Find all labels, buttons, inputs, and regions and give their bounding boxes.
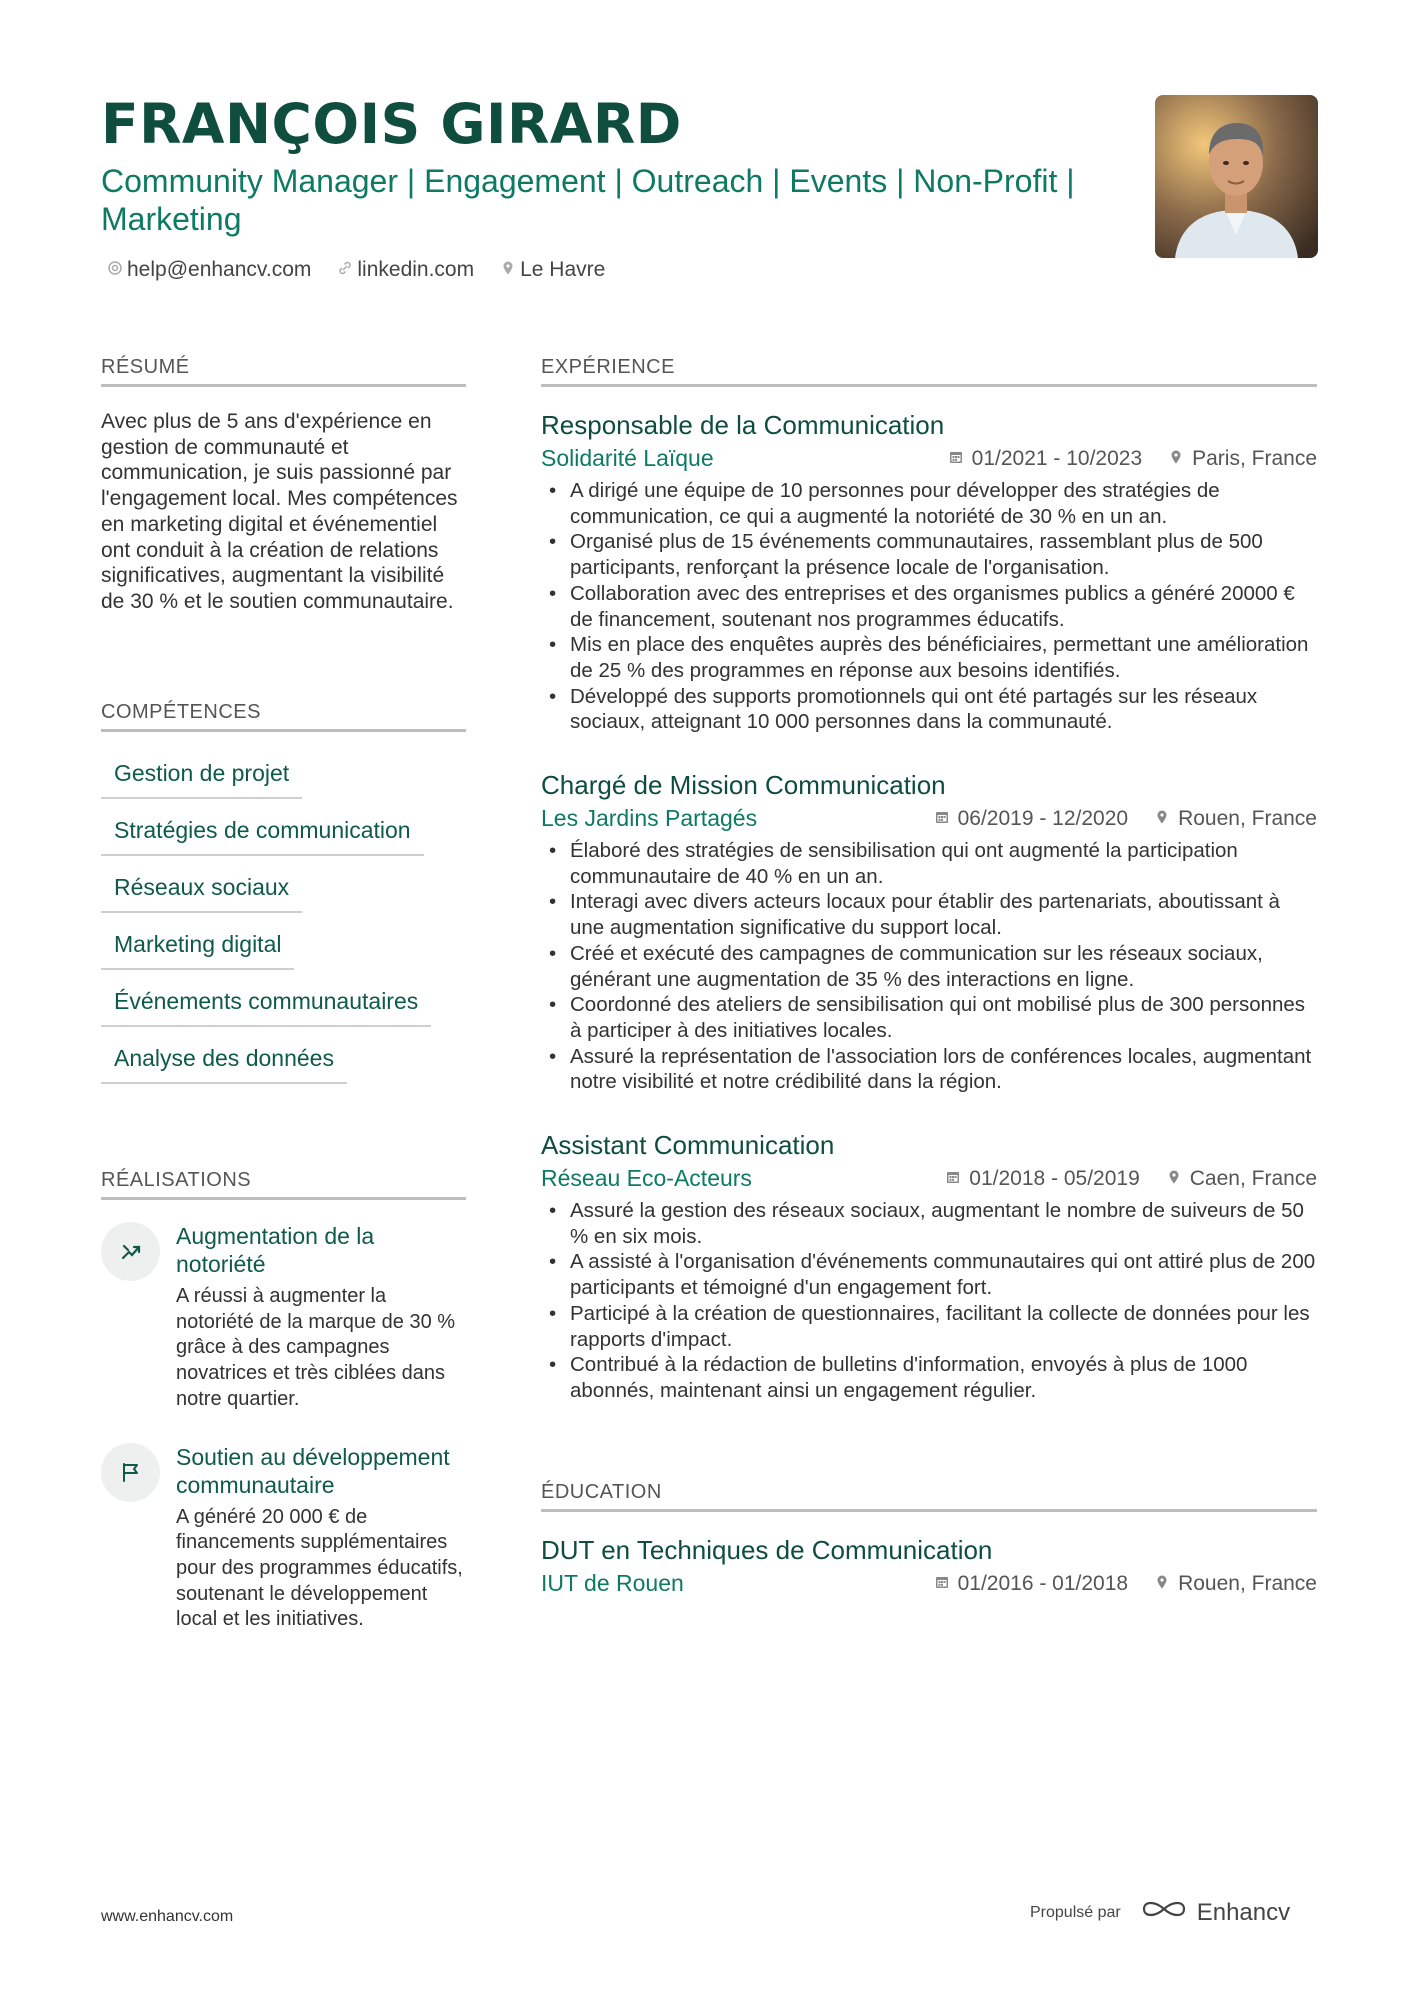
- achievement-item: [101, 1443, 466, 1634]
- calendar-icon: [934, 807, 950, 831]
- bullet-item: • Coordonné des ateliers de sensibilisation qui ont mobilisé plus de 300 personnes à participer à des initiatives locales.: [541, 992, 1317, 1043]
- enhancv-logo-icon: [1141, 1898, 1187, 1927]
- job-location: Caen, France: [1189, 1166, 1317, 1190]
- education-dates: 01/2016 - 01/2018: [957, 1571, 1129, 1595]
- footer-branding: [1030, 1898, 1290, 1927]
- location-pin-icon: [1154, 807, 1170, 831]
- linkedin-text: linkedin.com: [357, 258, 475, 281]
- bullet-item: • Mis en place des enquêtes auprès des bénéficiaires, permettant une amélioration de 25 % des programmes en réponse aux besoins identifiés.: [541, 632, 1317, 683]
- contact-linkedin[interactable]: [337, 258, 474, 282]
- job-entry: [541, 409, 1317, 735]
- location-pin-icon: [1168, 447, 1184, 471]
- education-entry: [541, 1534, 1317, 1597]
- footer-website[interactable]: www.enhancv.com: [101, 1908, 234, 1925]
- bullet-item: • Participé à la création de questionnaires, facilitant la collecte de données pour les rapports d'impact.: [541, 1301, 1317, 1352]
- achievement-title: Augmentation de la notoriété: [176, 1223, 375, 1277]
- bullet-item: • A assisté à l'organisation d'événements communautaires qui ont attiré plus de 200 participants et témoigné d'un engagement fort.: [541, 1249, 1317, 1300]
- header: [101, 92, 1111, 238]
- contact-bar: [107, 258, 605, 282]
- job-title: Assistant Communication: [541, 1130, 835, 1161]
- bullet-item: • Contribué à la rédaction de bulletins d'information, envoyés à plus de 1000 abonnés, maintenant ainsi un engagement régulier.: [541, 1352, 1317, 1403]
- summary-title: RÉSUMÉ: [101, 356, 466, 387]
- contact-location: [500, 258, 605, 282]
- school-name: IUT de Rouen: [541, 1570, 684, 1596]
- calendar-icon: [948, 447, 964, 471]
- flag-icon: [101, 1443, 160, 1502]
- headline: Community Manager | Engagement | Outreach | Events | Non-Profit | Marketing: [101, 163, 1075, 237]
- email-text: help@enhancv.com: [127, 258, 312, 281]
- job-title: Responsable de la Communication: [541, 410, 945, 440]
- achievements-section: [101, 1169, 466, 1633]
- education-location: Rouen, France: [1178, 1571, 1317, 1595]
- education-title: ÉDUCATION: [541, 1481, 1317, 1512]
- summary-text: Avec plus de 5 ans d'expérience en gestion de communauté et communication, je suis passionné par l'engagement local. Mes compétences en marketing digital et événementiel ont conduit à la création de relations significatives, augmentant la visibilité de 30 % et le soutien communautaire.: [101, 410, 458, 613]
- education-section: [541, 1481, 1317, 1597]
- skill-tag: Réseaux sociaux: [101, 866, 302, 913]
- skills-list: [101, 752, 466, 1094]
- job-bullets: [541, 478, 1317, 735]
- skill-tag: Événements communautaires: [101, 980, 431, 1027]
- at-icon: [107, 258, 123, 282]
- location-pin-icon: [1166, 1167, 1182, 1191]
- skill-tag: Analyse des données: [101, 1037, 347, 1084]
- bullet-item: • Interagi avec divers acteurs locaux pour établir des partenariats, aboutissant à une augmentation significative du support local.: [541, 889, 1317, 940]
- skill-tag: Marketing digital: [101, 923, 294, 970]
- bullet-item: • Assuré la représentation de l'association lors de conférences locales, augmentant notre visibilité et notre crédibilité dans la région.: [541, 1044, 1317, 1095]
- job-title: Chargé de Mission Communication: [541, 770, 946, 801]
- job-bullets: [541, 838, 1317, 1095]
- calendar-icon: [945, 1167, 961, 1191]
- bullet-item: • Collaboration avec des entreprises et des organismes publics a généré 20000 € de financement, soutenant nos programmes éducatifs.: [541, 581, 1317, 632]
- job-dates: 01/2021 - 10/2023: [971, 446, 1143, 470]
- link-icon: [337, 258, 353, 282]
- skills-section: [101, 701, 466, 1094]
- candidate-name: FRANÇOIS GIRARD: [101, 92, 682, 156]
- bullet-item: • Créé et exécuté des campagnes de communication sur les réseaux sociaux, générant une augmentation de 35 % des interactions en ligne.: [541, 941, 1317, 992]
- job-location: Rouen, France: [1178, 806, 1317, 830]
- bullet-item: • Développé des supports promotionnels qui ont été partagés sur les réseaux sociaux, atteignant 10 000 personnes dans la communauté.: [541, 684, 1317, 735]
- skill-tag: Gestion de projet: [101, 752, 302, 799]
- company-name: Réseau Eco-Acteurs: [541, 1165, 752, 1192]
- achievement-title: Soutien au développement communautaire: [176, 1443, 450, 1498]
- profile-photo: [1155, 95, 1318, 258]
- location-text: Le Havre: [520, 258, 606, 281]
- achievement-item: [101, 1222, 466, 1413]
- job-dates: 01/2018 - 05/2019: [969, 1166, 1140, 1190]
- experience-title: EXPÉRIENCE: [541, 356, 1317, 387]
- skills-title: COMPÉTENCES: [101, 701, 466, 732]
- bullet-item: • A dirigé une équipe de 10 personnes pour développer des stratégies de communication, ce qui a augmenté la notoriété de 30 % en un an.: [541, 478, 1317, 529]
- experience-section: [541, 356, 1317, 1404]
- job-entry: [541, 1129, 1317, 1404]
- degree-title: DUT en Techniques de Communication: [541, 1535, 993, 1565]
- achievement-desc: A réussi à augmenter la notoriété de la marque de 30 % grâce à des campagnes novatrices et très ciblées dans notre quartier.: [176, 1285, 456, 1410]
- powered-by-text: Propulsé par: [1030, 1903, 1121, 1921]
- bullet-item: • Assuré la gestion des réseaux sociaux, augmentant le nombre de suiveurs de 50 % en six mois.: [541, 1198, 1317, 1249]
- job-bullets: [541, 1198, 1317, 1404]
- location-pin-icon: [500, 258, 516, 282]
- brand-name: Enhancv: [1196, 1898, 1291, 1926]
- bullet-item: • Élaboré des stratégies de sensibilisation qui ont augmenté la participation communautaire de 40 % en un an.: [541, 838, 1317, 889]
- bullet-item: • Organisé plus de 15 événements communautaires, rassemblant plus de 500 participants, renforçant la présence locale de l'organisation.: [541, 529, 1317, 580]
- calendar-icon: [934, 1572, 950, 1596]
- enhancv-logo[interactable]: [1141, 1898, 1290, 1927]
- skill-tag: Stratégies de communication: [101, 809, 424, 856]
- company-name: Solidarité Laïque: [541, 445, 714, 471]
- job-dates: 06/2019 - 12/2020: [957, 806, 1129, 830]
- achievements-title: RÉALISATIONS: [101, 1169, 466, 1200]
- job-location: Paris, France: [1192, 446, 1317, 470]
- trend-icon: [101, 1222, 160, 1281]
- summary-section: [101, 356, 466, 615]
- location-pin-icon: [1154, 1572, 1170, 1596]
- job-entry: [541, 769, 1317, 1095]
- achievement-desc: A généré 20 000 € de financements supplémentaires pour des programmes éducatifs, soutenant le développement local et les initiatives.: [176, 1505, 463, 1631]
- company-name: Les Jardins Partagés: [541, 805, 758, 832]
- contact-email[interactable]: [107, 258, 311, 282]
